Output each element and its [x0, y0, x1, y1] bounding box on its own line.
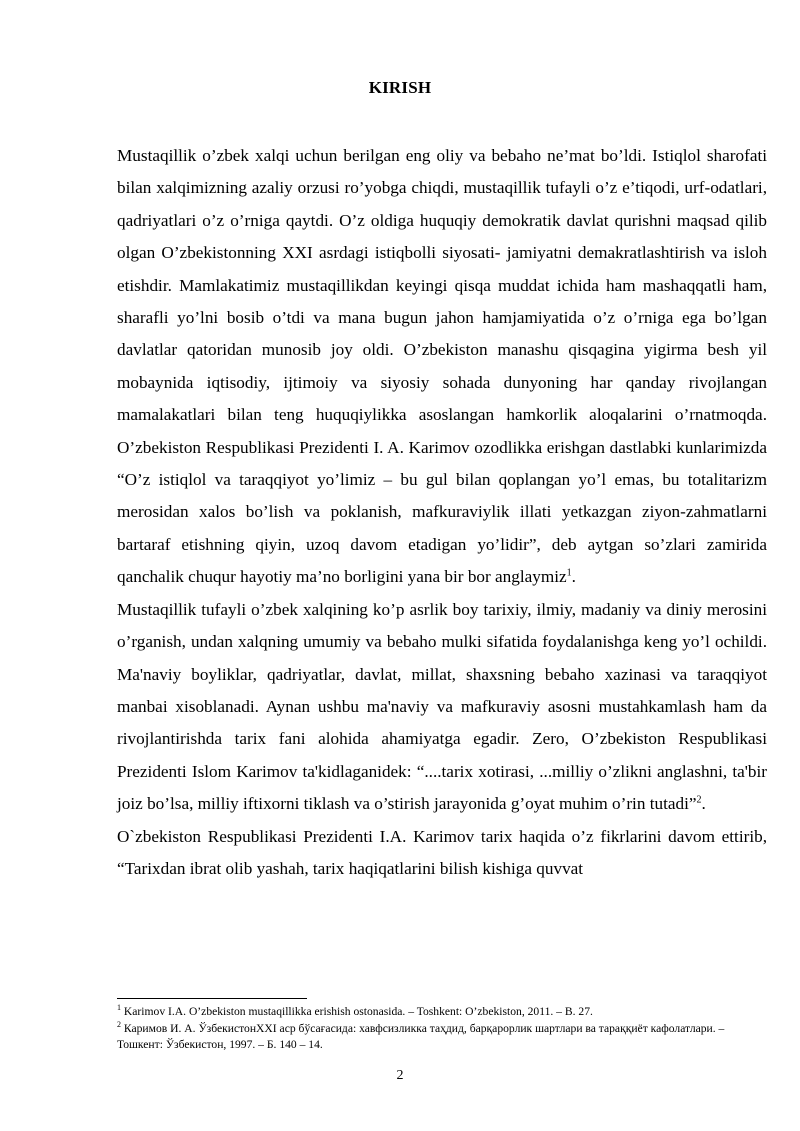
page-number: 2 [396, 1068, 404, 1083]
footnote-ref-1[interactable]: 1 [566, 567, 572, 579]
footnote-2 [117, 1021, 767, 1054]
paragraph-2-text: Mustaqillik tufayli o’zbek xalqining ko’p asrlik boy tarixiy, ilmiy, madaniy va diniy merosini o’rganish, undan xalqning umumiy va bebaho mulki sifatida foydalanishga keng yo’l ochildi. Ma'naviy boyliklar, qadriyatlar, davlat, millat, shaxsning bebaho xazinasi va taraqqiyot manbai xisoblanadi. Aynan ushbu ma'naviy va mafkuraviy asosni mustahkamlash ham da rivojlantirishda tarix fani alohida ahamiyatga egadir. Zero, O’zbekiston Respublikasi Prezidenti Islom Karimov ta'kidlaganidek: “....tarix xotirasi, ...milliy o’zlikni anglashni, ta'bir joiz bo’lsa, milliy iftixorni tiklash va o’stirish jarayonida g’oyat muhim o’rin tutadi” [117, 599, 767, 814]
footnote-mark-1: 1 [117, 1003, 121, 1013]
footnote-ref-2[interactable]: 2 [696, 794, 702, 806]
paragraph-3-text: O`zbekiston Respublikasi Prezidenti I.A. Karimov tarix haqida o’z fikrlarini davom ettirib, “Tarixdan ibrat olib yashah, tarix haqiqatlarini bilish kishiga quvvat [117, 826, 767, 878]
paragraph-1-text: Mustaqillik o’zbek xalqi uchun berilgan eng oliy va bebaho ne’mat bo’ldi. Istiqlol sharofati bilan xalqimizning azaliy orzusi ro’yobga chiqdi, mustaqillik tufayli o’z e’tiqodi, urf-odatlari, qadriyatlari o’z o’rniga qaytdi. O’z oldiga huquqiy demokratik davlat qurishni maqsad qilib olgan O’zbekistonning XXI asrdagi istiqbolli siyosati- jamiyatni demakratlashtirish va isloh etishdir. Mamlakatimiz mustaqillikdan keyingi qisqa muddat ichida ham mashaqqatli ham, sharafli yo’lni bosib o’tdi va mana bugun jahon hamjamiyatida o’z o’rniga ega bo’lgan davlatlar qatoridan munosib joy oldi. O’zbekiston manashu qisqagina yigirma besh yil mobaynida iqtisodiy, ijtimoiy va siyosiy sohada dunyoning har qanday rivojlangan mamalakatlari bilan teng huquqiylikka asoslangan hamkorlik aloqalarini o’rnatmoqda. O’zbekiston Respublikasi Prezidenti I. A. Karimov ozodlikka erishgan dastlabki kunlarimizda “O’z istiqlol va taraqqiyot yo’limiz – bu gul bilan qoplangan yo’l emas, bu totalitarizm merosidan xalos bo’lish va poklanish, mafkuraviylik illati yetkazgan ziyon-zahmatlarni bartaraf etishning qiyin, uzoq davom etadigan yo’lidir”, deb aytgan so’zlari zamirida qanchalik chuqur hayotiy ma’no borligini yana bir bor anglaymiz [117, 146, 767, 587]
paragraph-3 [117, 821, 767, 886]
paragraph-1 [117, 140, 767, 594]
footnote-mark-2: 2 [117, 1019, 121, 1029]
footnotes [117, 1004, 767, 1054]
body-text [117, 140, 767, 885]
footnote-1-text: Karimov I.A. O’zbekiston mustaqillikka erishish ostonasida. – Toshkent: O’zbekiston, 2011. – B. 27. [121, 1005, 593, 1018]
footnote-separator [117, 998, 307, 999]
paragraph-2-tail: . [701, 794, 706, 814]
paragraph-2 [117, 594, 767, 821]
footnote-1 [117, 1004, 767, 1021]
footnote-2-text: Каримов И. А. ЎзбекистонXXI аср бўсағасида: хавфсизликка таҳдид, барқарорлик шартлари ва тараққиёт кафолатлари. – Тошкент: Ўзбекистон, 1997. – Б. 140 – 14. [117, 1021, 725, 1051]
page-title: KIRISH [368, 78, 432, 97]
paragraph-1-tail: . [571, 567, 576, 587]
